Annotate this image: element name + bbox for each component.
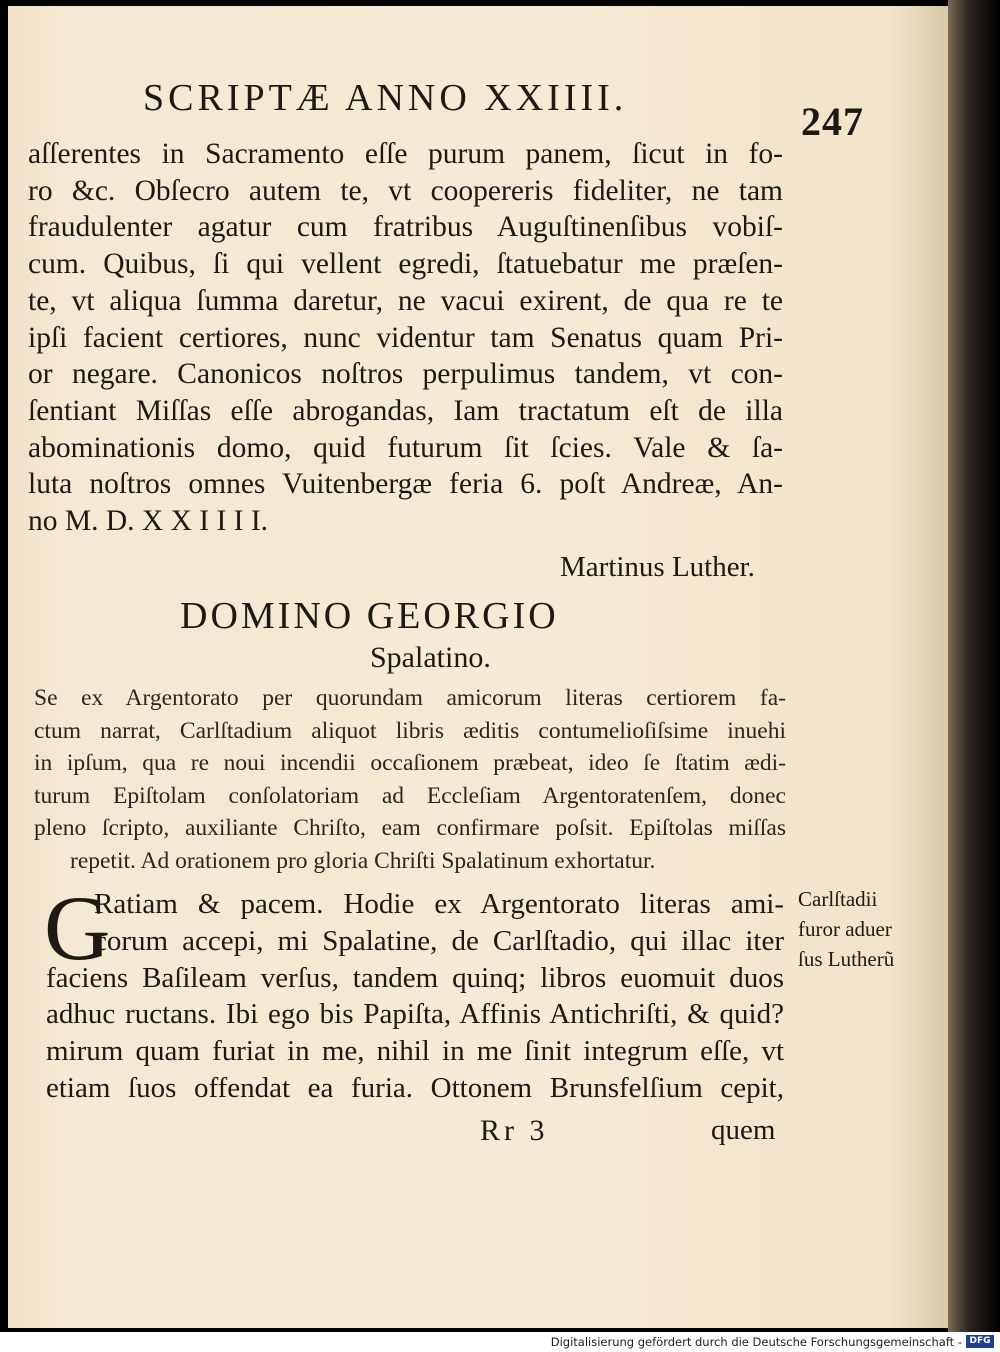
body-line: or negare. Canonicos noſtros perpulimus tandem, vt con- <box>28 358 783 391</box>
page-number: 247 <box>801 99 864 144</box>
body-line: ſentiant Miſſas eſſe abrogandas, Iam tractatum eſt de illa <box>28 394 783 427</box>
body-line: aſſerentes in Sacramento eſſe purum panem, ſicut in fo- <box>28 138 783 170</box>
signature: Martinus Luther. <box>560 551 755 583</box>
footer-credit: Digitalisierung gefördert durch die Deutsche Forschungsgemeinschaft - <box>550 1335 962 1349</box>
body-line: luta noſtros omnes Vuitenbergæ feria 6. poſt Andreæ, An- <box>28 468 783 501</box>
letter-heading: DOMINO GEORGIO <box>180 595 559 637</box>
running-title: SCRIPTÆ ANNO XXIIII. <box>143 77 628 119</box>
summary-line: repetit. Ad orationem pro gloria Chriſti Spalatinum exhortatur. <box>70 847 656 874</box>
summary-line: pleno ſcripto, auxiliante Chriſto, eam confirmare poſsit. Epiſtolas miſſas <box>34 815 786 842</box>
summary-line: ctum narrat, Carlſtadium aliquot libris æditis contumelioſiſsime inuehi <box>34 717 786 744</box>
letter-line: mirum quam furiat in me, nihil in me ſinit integrum eſſe, vt <box>46 1035 784 1068</box>
drop-cap: G <box>44 877 111 979</box>
body-line: fraudulenter agatur cum fratribus Auguſtinenſibus vobiſ- <box>28 211 783 244</box>
letter-line: faciens Baſileam verſus, tandem quinq; libros euomuit duos <box>46 961 784 994</box>
letter-summary <box>34 682 786 878</box>
footer-bar <box>0 1332 1000 1352</box>
letter-body <box>44 877 784 1107</box>
letter-line: corum accepi, mi Spalatine, de Carlſtadio, qui illac iter <box>94 924 784 957</box>
margin-note-line: furor aduer <box>798 917 892 941</box>
letter-body-continued <box>28 136 783 540</box>
body-line: ipſi facient certiores, nunc videntur tam Senatus quam Pri- <box>28 321 783 354</box>
summary-line: in ipſum, qua re noui incendii occaſionem præbeat, ideo ſe ſtatim ædi- <box>34 750 786 777</box>
dfg-logo-icon: DFG <box>966 1335 994 1348</box>
margin-note-line: ſus Lutherũ <box>798 947 895 971</box>
catchword: quem <box>711 1114 776 1146</box>
letter-line: Ratiam & pacem. Hodie ex Argentorato literas ami- <box>94 888 784 920</box>
summary-line: Se ex Argentorato per quorundam amicorum literas certiorem fa- <box>34 685 786 711</box>
body-line: abominationis domo, quid futurum ſit ſcies. Vale & ſa- <box>28 431 783 464</box>
body-line: te, vt aliqua ſumma daretur, ne vacui exirent, de qua re te <box>28 284 783 317</box>
body-line: no M. D. X X I I I I. <box>28 505 269 538</box>
letter-line: adhuc ructans. Ibi ego bis Papiſta, Affinis Antichriſti, & quid? <box>46 998 784 1031</box>
margin-note-line: Carlſtadii <box>798 887 878 911</box>
summary-line: turum Epiſtolam conſolatoriam ad Eccleſiam Argentoratenſem, donec <box>34 782 786 809</box>
margin-note <box>798 884 928 974</box>
letter-line: etiam ſuos offendat ea furia. Ottonem Brunsfelſium cepit, <box>46 1071 784 1104</box>
signature-mark: Rr 3 <box>480 1114 549 1147</box>
page-edge-shadow <box>948 0 1000 1332</box>
body-line: ro &c. Obſecro autem te, vt coopereris fideliter, ne tam <box>28 174 783 207</box>
body-line: cum. Quibus, ſi qui vellent egredi, ſtatuebatur me præſen- <box>28 248 783 281</box>
book-page <box>8 6 948 1328</box>
letter-subheading: Spalatino. <box>370 641 491 674</box>
